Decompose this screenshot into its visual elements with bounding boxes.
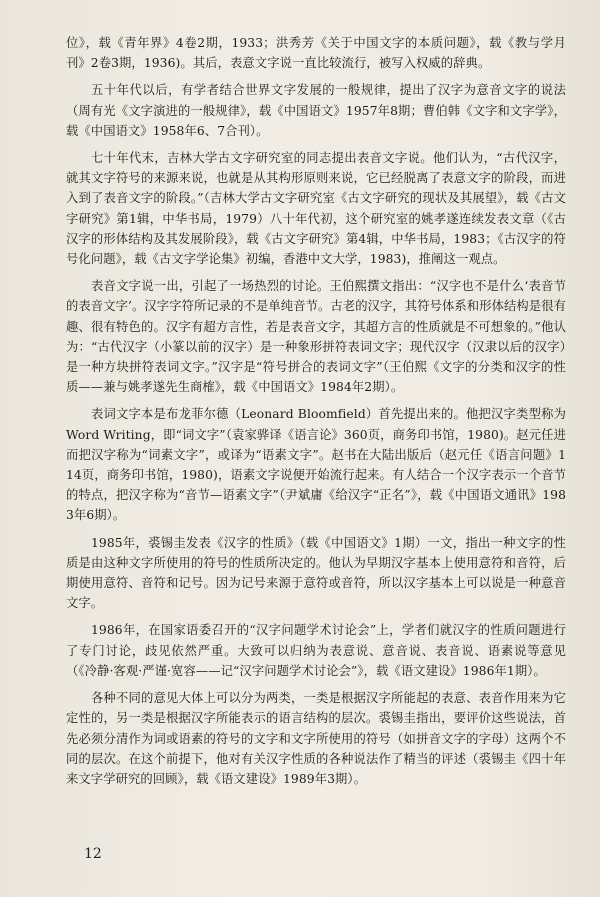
paragraph-1985: 1985年，裘锡圭发表《汉字的性质》（载《中国语文》1期）一文，指出一种文字的性质是由这种文字所使用的符号的性质所决定的。他认为早期汉字基本上使用意符和音符，后期使用意符、音符和记号。因为记号来源于意符或音符，所以汉字基本上可以说是一种意音文字。: [66, 535, 566, 611]
paragraph-summary: 各种不同的意见大体上可以分为两类，一类是根据汉字所能起的表意、表音作用来为它定性的，另一类是根据汉字所能表示的语言结构的层次。裘锡圭指出，要评价这些说法，首先必须分清作为词或语素的符号的文字和文字所使用的符号（如拼音文字的字母）这两个不同的层次。在这个前提下，他对有关汉字性质的各种说法作了精当的评述（裘锡圭《四十年来文字学研究的回顾》，载《语文建设》1989年3期）。: [66, 691, 566, 786]
paragraph-word-writing: 表词文字本是布龙菲尔德（Leonard Bloomfield）首先提出来的。他把汉字类型称为Word Writing，即“词文字”（袁家骅译《语言论》360页，商务印书馆，1980)。赵元任进而把汉字称为“词素文字”，或译为“语素文字”。赵书在大陆出版后（赵元任《语言问题》114页，商务印书馆，1980)，语素文字说便开始流行起来。有人结合一个汉字表示一个音节的特点，把汉字称为“音节—语素文字”（尹斌庸《给汉字“正名”》，载《中国语文通讯》1983年6期）。: [66, 407, 566, 523]
paragraph-phonetic-debate: 表音文字说一出，引起了一场热烈的讨论。王伯熙撰文指出：“汉字也不是什么‘表音节的表音文字’。汉字字符所记录的不是单纯音节。古老的汉字，其符号体系和形体结构是很有趣、很有特色的。汉字有超方言性，若是表音文字，其超方言的性质就是不可想象的。”他认为：“古代汉字（小篆以前的汉字）是一种象形拼符表词文字；现代汉字（汉隶以后的汉字）是一种方块拼符表词文字。”汉字是“符号拼合的表词文字”（王伯熙《文字的分类和汉字的性质——兼与姚孝遂先生商榷》，载《中国语文》1984年2期）。: [66, 279, 566, 395]
paragraph-1970s: 七十年代末，吉林大学古文字研究室的同志提出表音文字说。他们认为，“古代汉字，就其文字符号的来源来说，也就是从其构形原则来说，它已经脱离了表意文字的阶段，而进入到了表音文字的阶段。”（吉林大学古文字研究室《古文字研究的现状及其展望》，载《古文字研究》第1辑，中华书局，1979）八十年代初，这个研究室的姚孝遂连续发表文章（《古汉字的形体结构及其发展阶段》，载《古文字研究》第4辑，中华书局，1983；《古汉字的符号化问题》，载《古文字学论集》初编，香港中文大学，1983)，推阐这一观点。: [66, 151, 566, 267]
page-body: [66, 33, 566, 796]
page-number: 12: [84, 846, 102, 862]
paragraph-1986: 1986年，在国家语委召开的“汉字问题学术讨论会”上，学者们就汉字的性质问题进行了专门讨论，歧见依然严重。大致可以归纳为表意说、意音说、表音说、语素说等意见（《冷静·客观·严谨·宽容——记“汉字问题学术讨论会”》，载《语文建设》1986年1期）。: [66, 623, 566, 678]
paragraph-continued: 位》，载《青年界》4卷2期，1933；洪秀芳《关于中国文字的本质问题》，载《教与学月刊》2卷3期，1936)。其后，表意文字说一直比较流行，被写入权威的辞典。: [66, 36, 566, 71]
paragraph-1950s: 五十年代以后，有学者结合世界文字发展的一般规律，提出了汉字为意音文字的说法（周有光《文字演进的一般规律》，载《中国语文》1957年8期；曹伯韩《文字和文字学》，载《中国语文》1958年6、7合刊）。: [66, 83, 566, 138]
